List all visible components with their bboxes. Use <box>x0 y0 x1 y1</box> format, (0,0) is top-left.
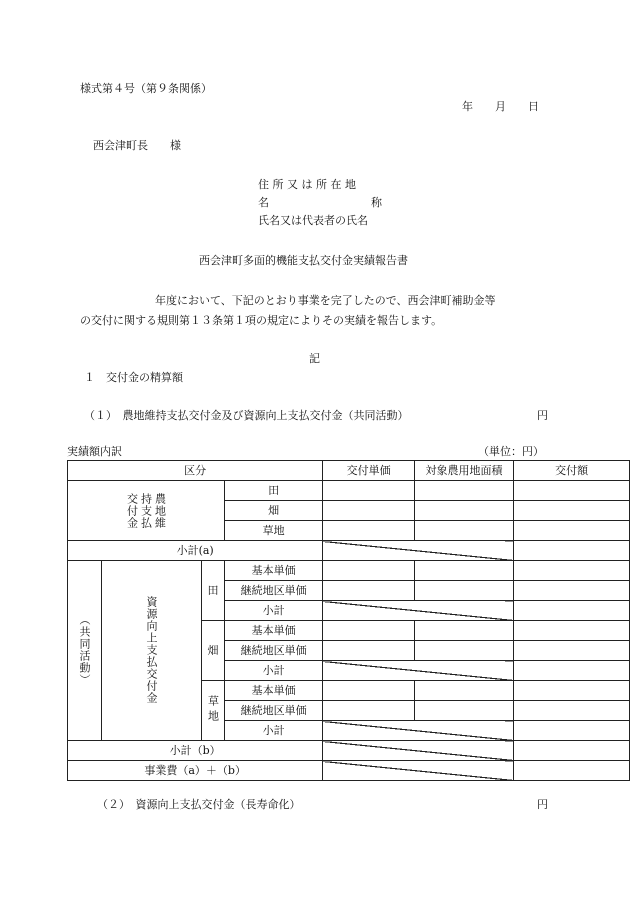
header-unit-price: 交付単価 <box>323 461 415 481</box>
cell-subtotal-a-amount[interactable] <box>514 541 630 561</box>
group-souchi-label <box>202 681 225 741</box>
group-ta-label: 田 <box>202 561 225 621</box>
cell-hata-price[interactable] <box>323 501 415 521</box>
nochi-label-col-2: 持支払 <box>139 492 153 529</box>
item-1-yen: 円 <box>537 409 548 422</box>
cell-souchi-keizoku-price[interactable] <box>323 701 415 721</box>
cell-ta-area[interactable] <box>414 481 513 501</box>
cell-hata-kihon-area[interactable] <box>414 621 513 641</box>
ki-label: 記 <box>309 352 320 365</box>
section-1-heading: １ 交付金の精算額 <box>84 371 183 384</box>
cell-souchi-kihon-price[interactable] <box>323 681 415 701</box>
ta-shokei-struck <box>323 601 514 621</box>
cell-hata-amount[interactable] <box>514 501 630 521</box>
item-2-yen: 円 <box>537 798 548 811</box>
souchi-kihon-label: 基本単価 <box>225 681 323 701</box>
ta-kihon-label: 基本単価 <box>225 561 323 581</box>
table-row <box>68 541 630 561</box>
subtotal-b-struck <box>323 741 514 761</box>
subtotal-a-label: 小計(a) <box>68 541 323 561</box>
nochi-label-col-3: 農地維 <box>153 492 167 529</box>
cell-hata-area[interactable] <box>414 501 513 521</box>
header-kubun: 区分 <box>68 461 323 481</box>
cell-hata-keizoku-area[interactable] <box>414 641 513 661</box>
row-label-hata: 畑 <box>225 501 323 521</box>
body-line-2: の交付に関する規則第１３条第１項の規定によりその実績を報告します。 <box>80 314 443 327</box>
cell-souchi-shokei-amount[interactable] <box>514 721 630 741</box>
cell-souchi-area[interactable] <box>414 521 513 541</box>
row-label-souchi: 草地 <box>225 521 323 541</box>
cell-ta-keizoku-area[interactable] <box>414 581 513 601</box>
table-row <box>68 561 630 581</box>
ta-shokei-label: 小計 <box>225 601 323 621</box>
cell-hata-shokei-amount[interactable] <box>514 661 630 681</box>
cell-ta-kihon-price[interactable] <box>323 561 415 581</box>
ta-keizoku-label: 継続地区単価 <box>225 581 323 601</box>
item-2-heading: （２） 資源向上支払交付金（長寿命化） <box>97 798 301 811</box>
shigen-outer-text: （共同活動） <box>78 613 91 686</box>
cell-hata-keizoku-price[interactable] <box>323 641 415 661</box>
cell-ta-kihon-area[interactable] <box>414 561 513 581</box>
jigyohi-label: 事業費（a）＋（b） <box>68 761 323 781</box>
row-label-ta: 田 <box>225 481 323 501</box>
cell-subtotal-b-amount[interactable] <box>514 741 630 761</box>
unit-label: （単位：円） <box>478 445 544 458</box>
nochi-label-col-1: 交付金 <box>125 492 139 529</box>
hata-shokei-label: 小計 <box>225 661 323 681</box>
table-row <box>68 741 630 761</box>
header-area: 対象農用地面積 <box>414 461 513 481</box>
applicant-name-label-1: 名 <box>258 196 269 209</box>
breakdown-table <box>67 460 630 781</box>
addressee: 西会津町長 様 <box>93 139 181 152</box>
souchi-shokei-label: 小計 <box>225 721 323 741</box>
shigen-outer-label <box>68 561 102 741</box>
cell-souchi-kihon-amount[interactable] <box>514 681 630 701</box>
table-row <box>68 481 630 501</box>
cell-souchi-keizoku-area[interactable] <box>414 701 513 721</box>
souchi-shokei-struck <box>323 721 514 741</box>
cell-hata-keizoku-amount[interactable] <box>514 641 630 661</box>
cell-ta-keizoku-amount[interactable] <box>514 581 630 601</box>
shigen-inner-text: 資源向上支払交付金 <box>145 595 158 704</box>
form-number: 様式第４号（第９条関係） <box>80 82 212 95</box>
subtotal-a-struck <box>323 541 514 561</box>
applicant-address: 住 所 又 は 所 在 地 <box>258 178 356 191</box>
cell-souchi-price[interactable] <box>323 521 415 541</box>
header-amount: 交付額 <box>514 461 630 481</box>
item-1-heading: （１） 農地維持支払交付金及び資源向上支払交付金（共同活動） <box>84 409 409 422</box>
date-line: 年 月 日 <box>462 100 539 113</box>
body-line-1: 年度において、下記のとおり事業を完了したので、西会津町補助金等 <box>155 294 496 307</box>
cell-hata-kihon-price[interactable] <box>323 621 415 641</box>
cell-souchi-keizoku-amount[interactable] <box>514 701 630 721</box>
cell-souchi-amount[interactable] <box>514 521 630 541</box>
table-header-row <box>68 461 630 481</box>
hata-shokei-struck <box>323 661 514 681</box>
group-souchi-text: 草地 <box>206 694 220 725</box>
breakdown-label: 実績額内訳 <box>67 445 122 458</box>
applicant-representative: 氏名又は代表者の氏名 <box>258 214 368 227</box>
table-row <box>68 761 630 781</box>
subtotal-b-label: 小計（b） <box>68 741 323 761</box>
cell-ta-amount[interactable] <box>514 481 630 501</box>
cell-hata-kihon-amount[interactable] <box>514 621 630 641</box>
document-title: 西会津町多面的機能支払交付金実績報告書 <box>199 254 408 267</box>
souchi-keizoku-label: 継続地区単価 <box>225 701 323 721</box>
cell-ta-kihon-amount[interactable] <box>514 561 630 581</box>
hata-keizoku-label: 継続地区単価 <box>225 641 323 661</box>
cell-jigyohi-amount[interactable] <box>514 761 630 781</box>
cell-souchi-kihon-area[interactable] <box>414 681 513 701</box>
cell-ta-price[interactable] <box>323 481 415 501</box>
jigyohi-struck <box>323 761 514 781</box>
applicant-name-label-2: 称 <box>371 196 382 209</box>
cell-ta-shokei-amount[interactable] <box>514 601 630 621</box>
cell-ta-keizoku-price[interactable] <box>323 581 415 601</box>
nochi-label-cell <box>68 481 225 541</box>
group-hata-label: 畑 <box>202 621 225 681</box>
shigen-inner-label <box>102 561 202 741</box>
hata-kihon-label: 基本単価 <box>225 621 323 641</box>
